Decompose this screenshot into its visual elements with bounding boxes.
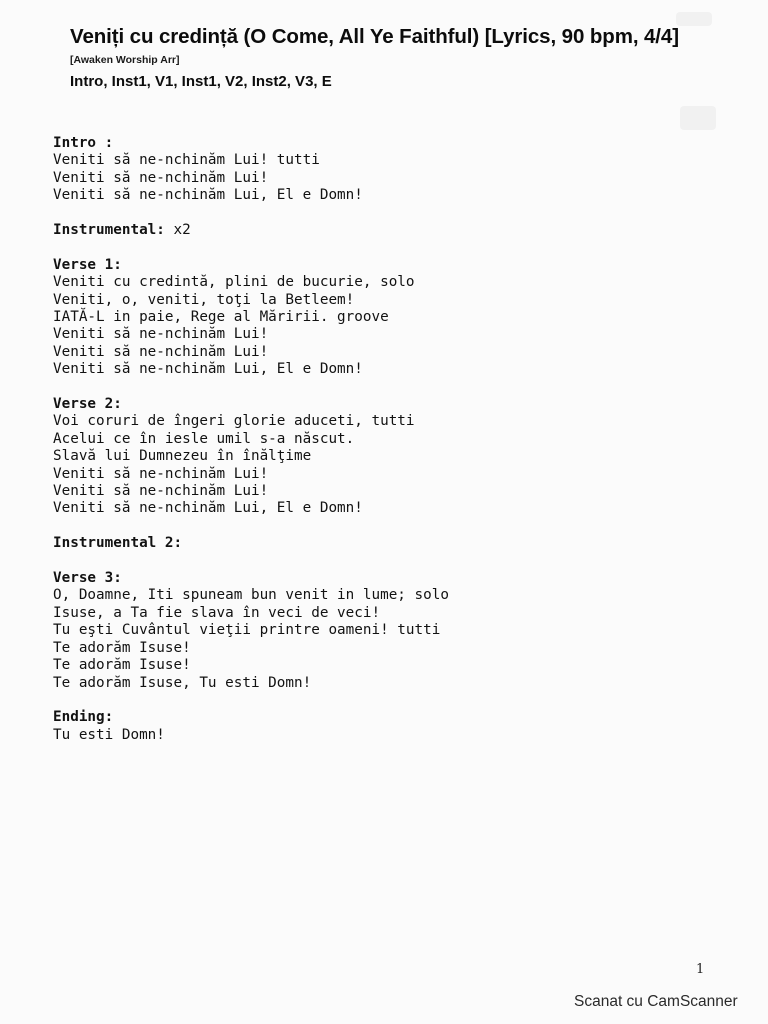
page-number: 1 (696, 962, 705, 977)
section-heading (53, 396, 733, 413)
section-label: Ending: (53, 709, 114, 726)
lyric-line: Te adorăm Isuse! (53, 639, 191, 656)
lyric-line: Te adorăm Isuse, Tu esti Domn! (53, 674, 312, 691)
lyric-line: Veniti să ne-nchinăm Lui! (53, 465, 269, 482)
lyric-section (53, 222, 733, 239)
song-title: Veniți cu credință (O Come, All Ye Faithful) [Lyrics, 90 bpm, 4/4] (70, 25, 679, 48)
song-structure: Intro, Inst1, V1, Inst1, V2, Inst2, V3, E (70, 73, 332, 90)
lyric-line: Veniti să ne-nchinăm Lui, El e Domn! (53, 361, 363, 378)
section-label: Verse 1: (53, 256, 122, 273)
lyric-line: Slavă lui Dumnezeu în înălţime (53, 448, 312, 465)
lyric-line: O, Doamne, Iti spuneam bun venit in lume; solo (53, 587, 449, 604)
scan-smudge (676, 12, 712, 26)
lyric-line: Acelui ce în iesle umil s-a născut. (53, 430, 355, 447)
lyric-line: Veniti să ne-nchinăm Lui! (53, 169, 269, 186)
section-suffix: x2 (164, 222, 191, 239)
lyric-line: Isuse, a Ta fie slava în veci de veci! (53, 604, 381, 621)
section-label: Verse 2: (53, 396, 122, 413)
section-label: Verse 3: (53, 570, 122, 587)
lyric-line: Veniti să ne-nchinăm Lui, El e Domn! (53, 187, 363, 204)
lyric-line: Voi coruri de îngeri glorie aduceti, tutti (53, 413, 415, 430)
lyric-section (53, 135, 733, 205)
section-label: Instrumental 2: (53, 535, 183, 552)
section-heading (53, 535, 733, 552)
lyric-line: Tu esti Domn! (53, 726, 165, 743)
lyric-section (53, 396, 733, 518)
section-heading (53, 257, 733, 274)
section-label: Instrumental: (53, 222, 165, 239)
scan-smudge (680, 106, 716, 130)
lyric-section (53, 570, 733, 692)
arrangement-note: [Awaken Worship Arr] (70, 54, 180, 66)
lyric-line: Veniti să ne-nchinăm Lui! tutti (53, 152, 320, 169)
section-heading (53, 222, 733, 239)
lyric-section (53, 535, 733, 552)
lyric-section (53, 709, 733, 744)
lyric-line: Veniti cu credintă, plini de bucurie, solo (53, 274, 415, 291)
lyric-line: Veniti să ne-nchinăm Lui! (53, 483, 269, 500)
section-heading (53, 135, 733, 152)
lyric-line: Veniti să ne-nchinăm Lui! (53, 343, 269, 360)
lyric-line: IATĂ-L in paie, Rege al Măririi. groove (53, 309, 389, 326)
section-label: Intro : (53, 135, 114, 151)
section-heading (53, 570, 733, 587)
lyric-line: Veniti să ne-nchinăm Lui, El e Domn! (53, 500, 363, 517)
lyric-line: Veniti, o, veniti, toţi la Betleem! (53, 291, 355, 308)
lyric-line: Te adorăm Isuse! (53, 657, 191, 674)
lyric-line: Veniti să ne-nchinăm Lui! (53, 326, 269, 343)
section-heading (53, 709, 733, 726)
lyrics-body (53, 135, 733, 762)
camscanner-watermark: Scanat cu CamScanner (574, 993, 738, 1010)
lyric-line: Tu eşti Cuvântul vieţii printre oameni! tutti (53, 622, 441, 639)
song-header (70, 26, 710, 90)
lyric-section (53, 257, 733, 379)
